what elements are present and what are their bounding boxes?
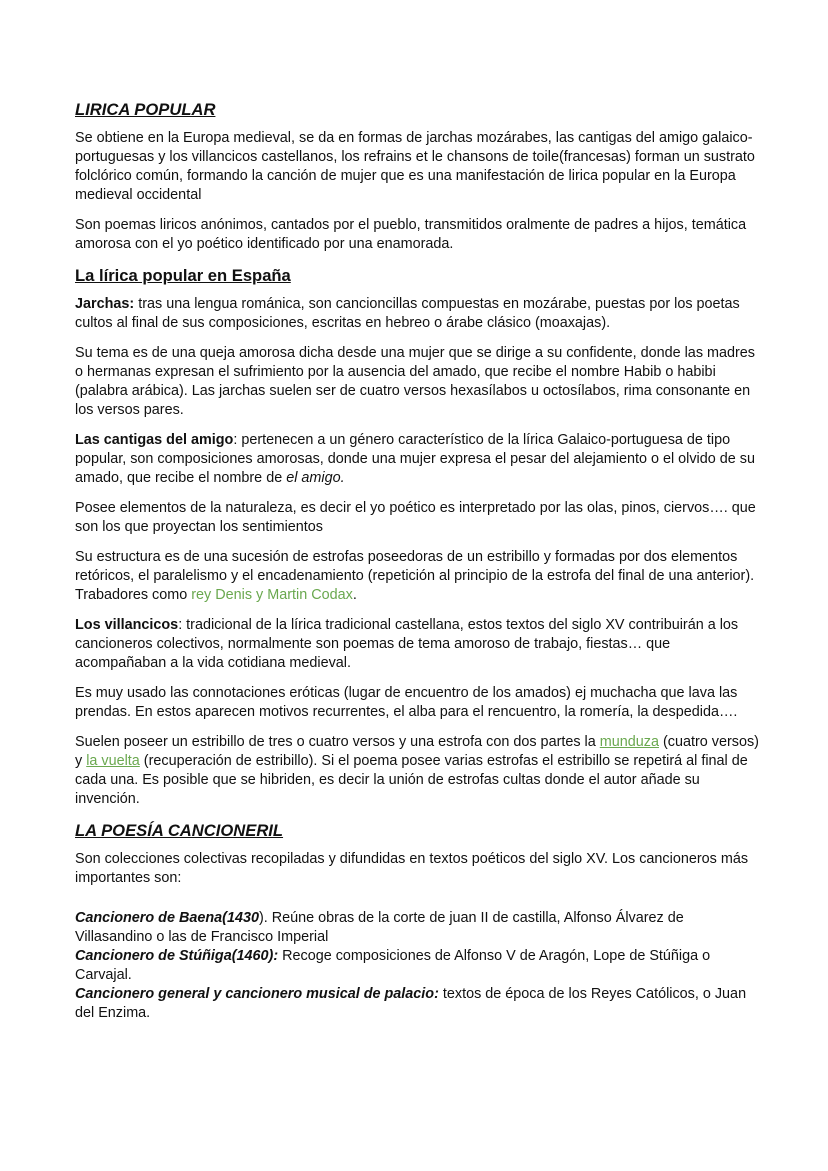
cancionero-baena-text: . Reúne obras de la corte de juan II de castilla, Alfonso Álvarez de Villasandino o las de Francisco Imperial (75, 910, 684, 945)
cantigas-text: : pertenecen a un género característico de la lírica Galaico-portuguesa de tipo popular, son composiciones amorosas, donde una mujer expresa el pesar del alejamiento o el olvido de su amado, que recibe el nombre de (75, 432, 755, 486)
villancicos-text: : tradicional de la lírica tradicional castellana, estos textos del siglo XV contribuirán a los cancioneros colectivos, normalmente son poemas de tema amoroso de trabajo, fiestas… que acompañaban a la vida cotidiana medieval. (75, 617, 739, 671)
cancionero-baena-title: Cancionero de Baena(1430 (75, 910, 259, 926)
paragraph-jarchas (75, 295, 765, 333)
paragraph-villancicos (75, 616, 765, 673)
paragraph-cantigas-naturaleza: Posee elementos de la naturaleza, es decir el yo poético es interpretado por las olas, pinos, ciervos…. que son los que proyectan los sentimientos (75, 500, 756, 535)
term-villancicos: Los villancicos (75, 617, 179, 633)
cancionero-item-general (75, 985, 765, 1023)
section-title-lirica-popular: LIRICA POPULAR (75, 100, 216, 119)
la-vuelta-link[interactable]: la vuelta (86, 753, 140, 769)
cancionero-stuniga-title: Cancionero de Stúñiga(1460): (75, 948, 279, 964)
cancionero-baena-paren: ) (258, 910, 264, 926)
document-page (75, 99, 765, 1023)
cantigas-italic: el amigo. (286, 470, 345, 486)
trovadores-link[interactable]: rey Denis y Martin Codax (191, 587, 353, 603)
cancionero-item-stuniga (75, 947, 765, 985)
cancionero-general-title: Cancionero general y cancionero musical de palacio: (75, 986, 439, 1002)
section-title-cancioneril: LA POESÍA CANCIONERIL (75, 821, 284, 840)
paragraph-villancicos-estribillo (75, 733, 765, 809)
paragraph-cantigas (75, 431, 765, 488)
term-jarchas: Jarchas: (75, 296, 135, 312)
term-cantigas: Las cantigas del amigo (75, 432, 234, 448)
paragraph-villancicos-eroticas: Es muy usado las connotaciones eróticas (lugar de encuentro de los amados) ej muchacha que lava las prendas. En estos aparecen motivos recurrentes, el alba para el rencuentro, la romería, la despedida…. (75, 685, 738, 720)
munduza-link[interactable]: munduza (599, 734, 659, 750)
cantigas-estructura-text: Su estructura es de una sucesión de estrofas poseedoras de un estribillo y formadas por dos elementos retóricos, el paralelismo y el encadenamiento (repetición al principio de la estrofa del final de una anterior). Trabadores como (75, 549, 755, 603)
cancionero-general-text: textos de época de los Reyes Católicos, o Juan del Enzima. (75, 986, 747, 1021)
villancicos-estribillo-a: Suelen poseer un estribillo de tres o cuatro versos y una estrofa con dos partes la (75, 734, 600, 750)
cancionero-item-baena (75, 909, 765, 947)
paragraph-poemas-liricos: Son poemas liricos anónimos, cantados por el pueblo, transmitidos oralmente de padres a hijos, temática amorosa con el yo poético identificado por una enamorada. (75, 217, 747, 252)
section-title-lirica-espana: La lírica popular en España (75, 266, 291, 285)
paragraph-cantigas-estructura (75, 548, 765, 605)
paragraph-cancioneril-intro: Son colecciones colectivas recopiladas y difundidas en textos poéticos del siglo XV. Los cancioneros más importantes son: (75, 851, 749, 886)
villancicos-estribillo-b: (cuatro versos) y (75, 734, 759, 769)
cantigas-estructura-end: . (352, 587, 357, 603)
paragraph-intro: Se obtiene en la Europa medieval, se da en formas de jarchas mozárabes, las cantigas del amigo galaico-portuguesas y los villancicos castellanos, los refrains et le chansons de toile(francesas) forman un sustrato folclórico común, formando la canción de mujer que es una manifestación de lirica popular en la Europa medieval occidental (75, 130, 755, 203)
villancicos-estribillo-c: (recuperación de estribillo). Si el poema posee varias estrofas el estribillo se repetirá al final de cada una. Es posible que se hibriden, es decir la unión de estrofas cultas donde el autor añade su invención. (75, 753, 748, 807)
jarchas-text: tras una lengua románica, son cancioncillas compuestas en mozárabe, puestas por los poetas cultos al final de sus composiciones, escritas en hebreo o árabe clásico (moaxajas). (75, 296, 740, 331)
paragraph-jarchas-tema: Su tema es de una queja amorosa dicha desde una mujer que se dirige a su confidente, donde las madres o hermanas expresan el sufrimiento por la ausencia del amado, que recibe el nombre Habib o habibi (palabra arábica). Las jarchas suelen ser de cuatro versos hexasílabos u octosílabos, rima consonante en los versos pares. (75, 345, 755, 418)
spacer (75, 899, 765, 909)
cancionero-stuniga-text: Recoge composiciones de Alfonso V de Aragón, Lope de Stúñiga o Carvajal. (75, 948, 711, 983)
